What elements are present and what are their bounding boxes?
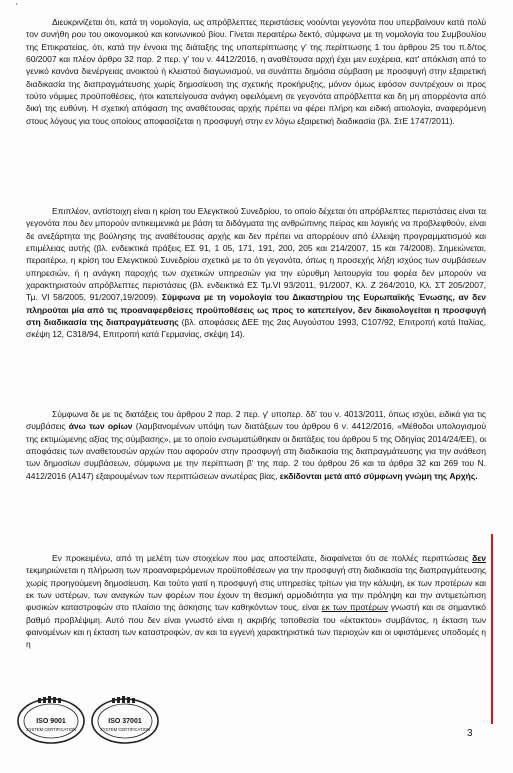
paragraph-4-text-middle: τεκμηριώνεται η πλήρωση των προαναφερόμενων προϋποθέσεων για την προσφυγή στη διαδικασία της διαπραγμάτευσης χωρίς προηγούμενη δημοσίευση. Και τούτο γιατί η προσφυγή στις υπηρεσίες τρίτων για την κάλυψη, εκ των προτέρων και εκ των υστέρων, των αναγκών των φορέων που έχουν τη θεσμική αρμοδιότητα για την πρόληψη και την αντιμετώπιση φυσικών καταστροφών στο πλαίσιο της άσκησης των καθηκόντων τους, είναι bbox=[26, 565, 486, 613]
paragraph-4-underlined-beforehand: εκ των προτέρων bbox=[321, 602, 388, 613]
paragraph-3-bold-conclusion: εκδίδονται μετά από σύμφωνη γνώμη της Αρχής. bbox=[279, 470, 478, 481]
iso-certification-seal-icon bbox=[88, 694, 162, 746]
iso-certification-seal-icon bbox=[14, 694, 88, 746]
paragraph-2-text: Επιπλέον, αντίστοιχη είναι η κρίση του Ελεγκτικού Συνεδρίου, το οποίο δέχεται ότι απρόβλεπτες περιστάσεις είναι τα γεγονότα που δεν μπορούν αντικειμενικά με βάση τα διδάγματα της ανθρώπινης πείρας και λογικής να προβλεφθούν, είναι δε ανεξάρτητα της βούλησης της αναθέτουσας αρχής και δεν πρέπει να απορρέουν από έλλειψη προγραμματισμού και επιμέλειας αυτής (βλ. ενδεικτικά πράξεις ΕΣ 91, 1 05, 171, 191, 200, 205 και 214/2007, 15 και 74/2008). Σημειώνεται, περαιτέρω, η κρίση του Ελεγκτικού Συνεδρίου σχετικά με το ότι γεγονότα, όπως η προσεχής λήξη ισχύος των συμβάσεων υπηρεσιών, ή η ανάγκη παροχής των σχετικών υπηρεσιών για την εύρυθμη λειτουργία του φορέα δεν μπορούν να χαρακτηριστούν απρόβλεπτες περιστάσεις (βλ. ενδεικτικά ΕΣ Τμ.VI 93/2011, 91/2007, Κλ. Ζ 264/2010, Κλ. ΣΤ 205/2007, Τμ. VI 58/2005, 91/2007,19/2009). bbox=[26, 206, 486, 303]
paragraph-4 bbox=[26, 552, 486, 651]
paragraph-4-text: Εν προκειμένω, από τη μελέτη των στοιχείων που μας αποστείλατε, διαφαίνεται ότι σε πολλές περιπτώσεις bbox=[52, 553, 473, 563]
iso-9001-logo bbox=[14, 694, 88, 746]
paragraph-3-text: Σύμφωνα δε με τις διατάξεις του άρθρου 2 παρ. 2 περ. γ' υποπερ. δδ' του ν. 4013/2011, όπως ισχύει, ειδικά για τις συμβάσεις bbox=[26, 409, 486, 432]
iso-37001-title: ISO 37001 bbox=[108, 718, 142, 725]
iso-9001-subtitle: SYSTEM CERTIFICATION bbox=[25, 727, 77, 732]
paragraph-1-text: Διευκρινίζεται ότι, κατά τη νομολογία, ως απρόβλεπτες περιστάσεις νοούνται γεγονότα που υπερβαίνουν κατά πολύ τον συνήθη ρου του οικονομικού και κοινωνικού βίου. Γίνεται περαιτέρω δεκτό, σύμφωνα με τη νομολογία του Συμβουλίου της Επικρατείας, ότι, κατά την έννοια της διάταξης της υποπερίπτωσης γ' της περίπτωσης 1 του άρθρου 25 του π.δ/τος 60/2007 και πλέον άρθρο 32 παρ. 2 περ. γ' του ν. 4412/2016, η αναθέτουσα αρχή έχει μεν ευχέρεια, κατ' απόκλιση από το γενικό κανόνα διενέργειας ανοικτού ή κλειστού διαγωνισμού, να συνάπτει δημόσια σύμβαση με προσφυγή στην εξαιρετική διαδικασία της διαπραγμάτευσης χωρίς δημοσίευση της σχετικής προκήρυξης, μόνον όμως εφόσον συντρέχουν οι προς τούτο νόμιμες προϋποθέσεις, ήτοι κατεπείγουσα ανάγκη οφειλόμενη σε γεγονότα απρόβλεπτα και δη μη απορρέοντα από δική της ευθύνη. Η σχετική απόφαση της αναθέτουσας αρχής πρέπει να φέρει πλήρη και ειδική αιτιολογία, αναφερόμενη στους λόγους για τους οποίους αποφασίζεται η προσφυγή στην εν λόγω εξαιρετική διαδικασία (βλ. ΣτΕ 1747/2011). bbox=[26, 17, 486, 126]
paragraph-2-bold-text: Σύμφωνα με τη νομολογία του Δικαστηρίου της Ευρωπαϊκής Ένωσης, αν δεν πληρούται μία από τις προαναφερθείσες προϋποθέσεις ως προς το κατεπείγον, δεν δικαιολογείται η προσφυγή στη διαδικασία της διαπραγμάτευσης bbox=[26, 292, 486, 328]
iso-37001-subtitle: SYSTEM CERTIFICATION bbox=[99, 727, 151, 732]
red-margin-mark bbox=[491, 534, 493, 724]
paragraph-3-bold-above-limits: άνω των ορίων bbox=[68, 421, 133, 432]
iso-37001-logo bbox=[88, 694, 162, 746]
iso-9001-title: ISO 9001 bbox=[36, 718, 66, 725]
paragraph-1 bbox=[26, 16, 486, 127]
paragraph-3 bbox=[26, 408, 486, 482]
paragraph-4-text-end: γνωστή και σε σημαντικό βαθμό προβλέψιμη. Αυτό που δεν είναι γνωστό είναι η ακριβής τοποθεσία του «έκτακτου» συμβάντος, η έκταση των φαινομένων και η έκταση των καταστροφών, αν και τα εγγενή χαρακτηριστικά των περιοχών και οι υφιστάμενες υποδομές η η bbox=[26, 602, 486, 650]
scan-mark: ′ bbox=[16, 2, 18, 11]
paragraph-4-emphasis-not: δεν bbox=[472, 553, 486, 563]
paragraph-2 bbox=[26, 205, 486, 341]
paragraph-3-text-middle: (λαμβανομένων υπόψη των διατάξεων του άρθρου 6 ν. 4412/2016, «Μέθοδοι υπολογισμού της εκτιμώμενης αξίας της σύμβασης», με το οποίο ενσωματώθηκαν οι διατάξεις του άρθρου 5 της Οδηγίας 2014/24/ΕΕ), οι αποφάσεις των αναθετουσών αρχών που αφορούν στην προσφυγή στη διαδικασία της διαπραγμάτευσης για την ανάθεση των δημοσίων συμβάσεων, σύμφωνα με την περίπτωση β' της παρ. 2 του άρθρου 26 και τα άρθρα 32 και 269 του Ν. 4412/2016 (Α147) εξαιρουμένων των περιπτώσεων ανωτέρας βίας, bbox=[26, 421, 487, 481]
paragraph-2-text-end: (βλ. αποφάσεις ΔΕΕ της 2ας Αυγούστου 1993, C107/92, Επιτροπή κατά Ιταλίας, σκέψη 12, C318/94, Επιτροπή κατά Γερμανίας, σκέψη 14). bbox=[26, 317, 486, 340]
page-number: 3 bbox=[467, 728, 473, 739]
